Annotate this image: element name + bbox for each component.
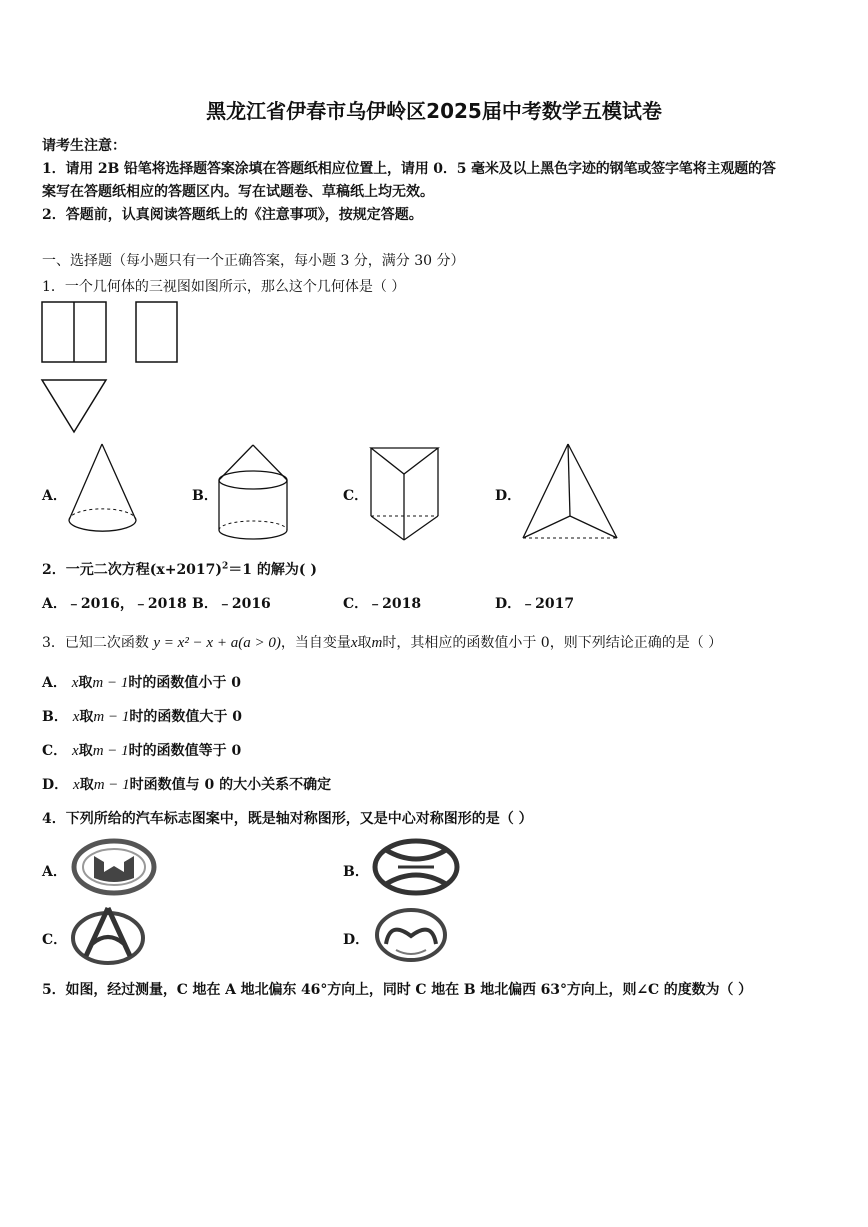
q3-option-b-expr: m − 1 [93, 709, 130, 725]
q2-option-b: B．﹣2016 [192, 596, 271, 612]
q1-option-b-label: B． [192, 488, 218, 504]
q2-stem-pre: 2．一元二次方程(x+2017) [42, 562, 223, 578]
side-view-rect [136, 302, 177, 362]
q4-option-d-label: D． [343, 932, 370, 948]
q2-option-c: C．﹣2018 [343, 596, 422, 612]
q2-exponent: 2 [222, 561, 229, 572]
q2-option-d: D．﹣2017 [495, 596, 575, 612]
q3-option-c-label: C． [42, 743, 68, 759]
q3-option-b-label: B． [42, 709, 68, 725]
q3-option-b-x: x [72, 709, 80, 725]
triangular-prism-figure [368, 444, 448, 544]
q2-option-a: A．﹣2016，﹣2018 [42, 596, 187, 612]
q3-option-a-take: 取 [78, 675, 93, 691]
cylinder-with-cone-figure [215, 440, 295, 540]
q3-stem-pre: 3．已知二次函数 [42, 635, 149, 651]
question-5-stem: 5．如图，经过测量，C 地在 A 地北偏东 46°方向上，同时 C 地在 B 地北偏西 63°方向上，则∠C 的度数为（ ） [42, 982, 752, 998]
car-logo-d-icon [374, 906, 448, 964]
question-2-stem [42, 559, 317, 579]
q3-option-d-x: x [73, 777, 80, 793]
notice-line-1b: 案写在答题纸相应的答题区内。写在试题卷、草稿纸上均无效。 [42, 184, 434, 200]
q3-option-b-take: 取 [79, 709, 94, 725]
car-logo-c-icon [70, 904, 146, 966]
question-1-stem: 1．一个几何体的三视图如图所示，那么这个几何体是（ ） [42, 279, 406, 295]
cone-figure [66, 440, 146, 540]
q3-option-a-label: A． [42, 675, 67, 691]
notice-heading: 请考生注意： [42, 138, 126, 154]
car-logo-a-icon [72, 838, 156, 896]
q3-option-c-expr: m − 1 [92, 743, 129, 759]
q3-stem-mid2: 取 [357, 635, 372, 651]
q3-stem-post: 时，其相应的函数值小于 0，则下列结论正确的是（ ） [382, 635, 723, 651]
q4-option-a-label: A． [42, 864, 67, 880]
q4-option-c-label: C． [42, 932, 68, 948]
car-logo-b-icon [372, 838, 460, 896]
q3-option-b [42, 706, 242, 726]
q1-option-a-label: A． [42, 488, 67, 504]
q3-option-d-take: 取 [79, 777, 94, 793]
q3-option-c-x: x [72, 743, 79, 759]
q3-option-a [42, 672, 241, 692]
q2-stem-post: ＝1 的解为( ) [228, 562, 318, 578]
q3-option-c-take: 取 [78, 743, 93, 759]
notice-line-1a: 1．请用 2B 铅笔将选择题答案涂填在答题纸相应位置上，请用 0．5 毫米及以上黑色字迹的钢笔或签字笔将主观题的答 [42, 161, 776, 177]
q3-option-d-label: D． [42, 777, 69, 793]
q3-formula: y = x² − x + a(a > 0) [153, 635, 281, 651]
notice-line-2: 2．答题前，认真阅读答题纸上的《注意事项》，按规定答题。 [42, 207, 423, 223]
q3-option-b-text: 时的函数值大于 0 [129, 709, 242, 725]
question-4-stem: 4．下列所给的汽车标志图案中，既是轴对称图形，又是中心对称图形的是（ ） [42, 811, 533, 827]
triangular-pyramid-figure [520, 440, 620, 544]
q1-option-c-label: C． [343, 488, 369, 504]
page-title: 黑龙江省伊春市乌伊岭区2025届中考数学五模试卷 [206, 99, 662, 123]
q3-option-c-text: 时的函数值等于 0 [128, 743, 242, 759]
q3-stem-mid: ，当自变量 [280, 635, 351, 651]
q3-option-a-expr: m − 1 [92, 675, 129, 691]
q3-option-c [42, 740, 241, 760]
q3-var-x: x [350, 635, 358, 651]
q1-option-d-label: D． [495, 488, 522, 504]
q3-option-d-expr: m − 1 [93, 777, 130, 793]
three-view-drawing [40, 298, 190, 438]
section-heading: 一、选择题（每小题只有一个正确答案，每小题 3 分，满分 30 分） [42, 253, 465, 269]
q3-option-a-x: x [71, 675, 79, 691]
q3-option-d [42, 774, 331, 794]
q3-option-d-text: 时函数值与 0 的大小关系不确定 [129, 777, 332, 793]
q3-option-a-text: 时的函数值小于 0 [128, 675, 242, 691]
q4-option-b-label: B． [343, 864, 369, 880]
top-view-triangle [42, 380, 106, 432]
question-3-stem [42, 632, 722, 652]
q3-var-m: m [371, 635, 383, 651]
